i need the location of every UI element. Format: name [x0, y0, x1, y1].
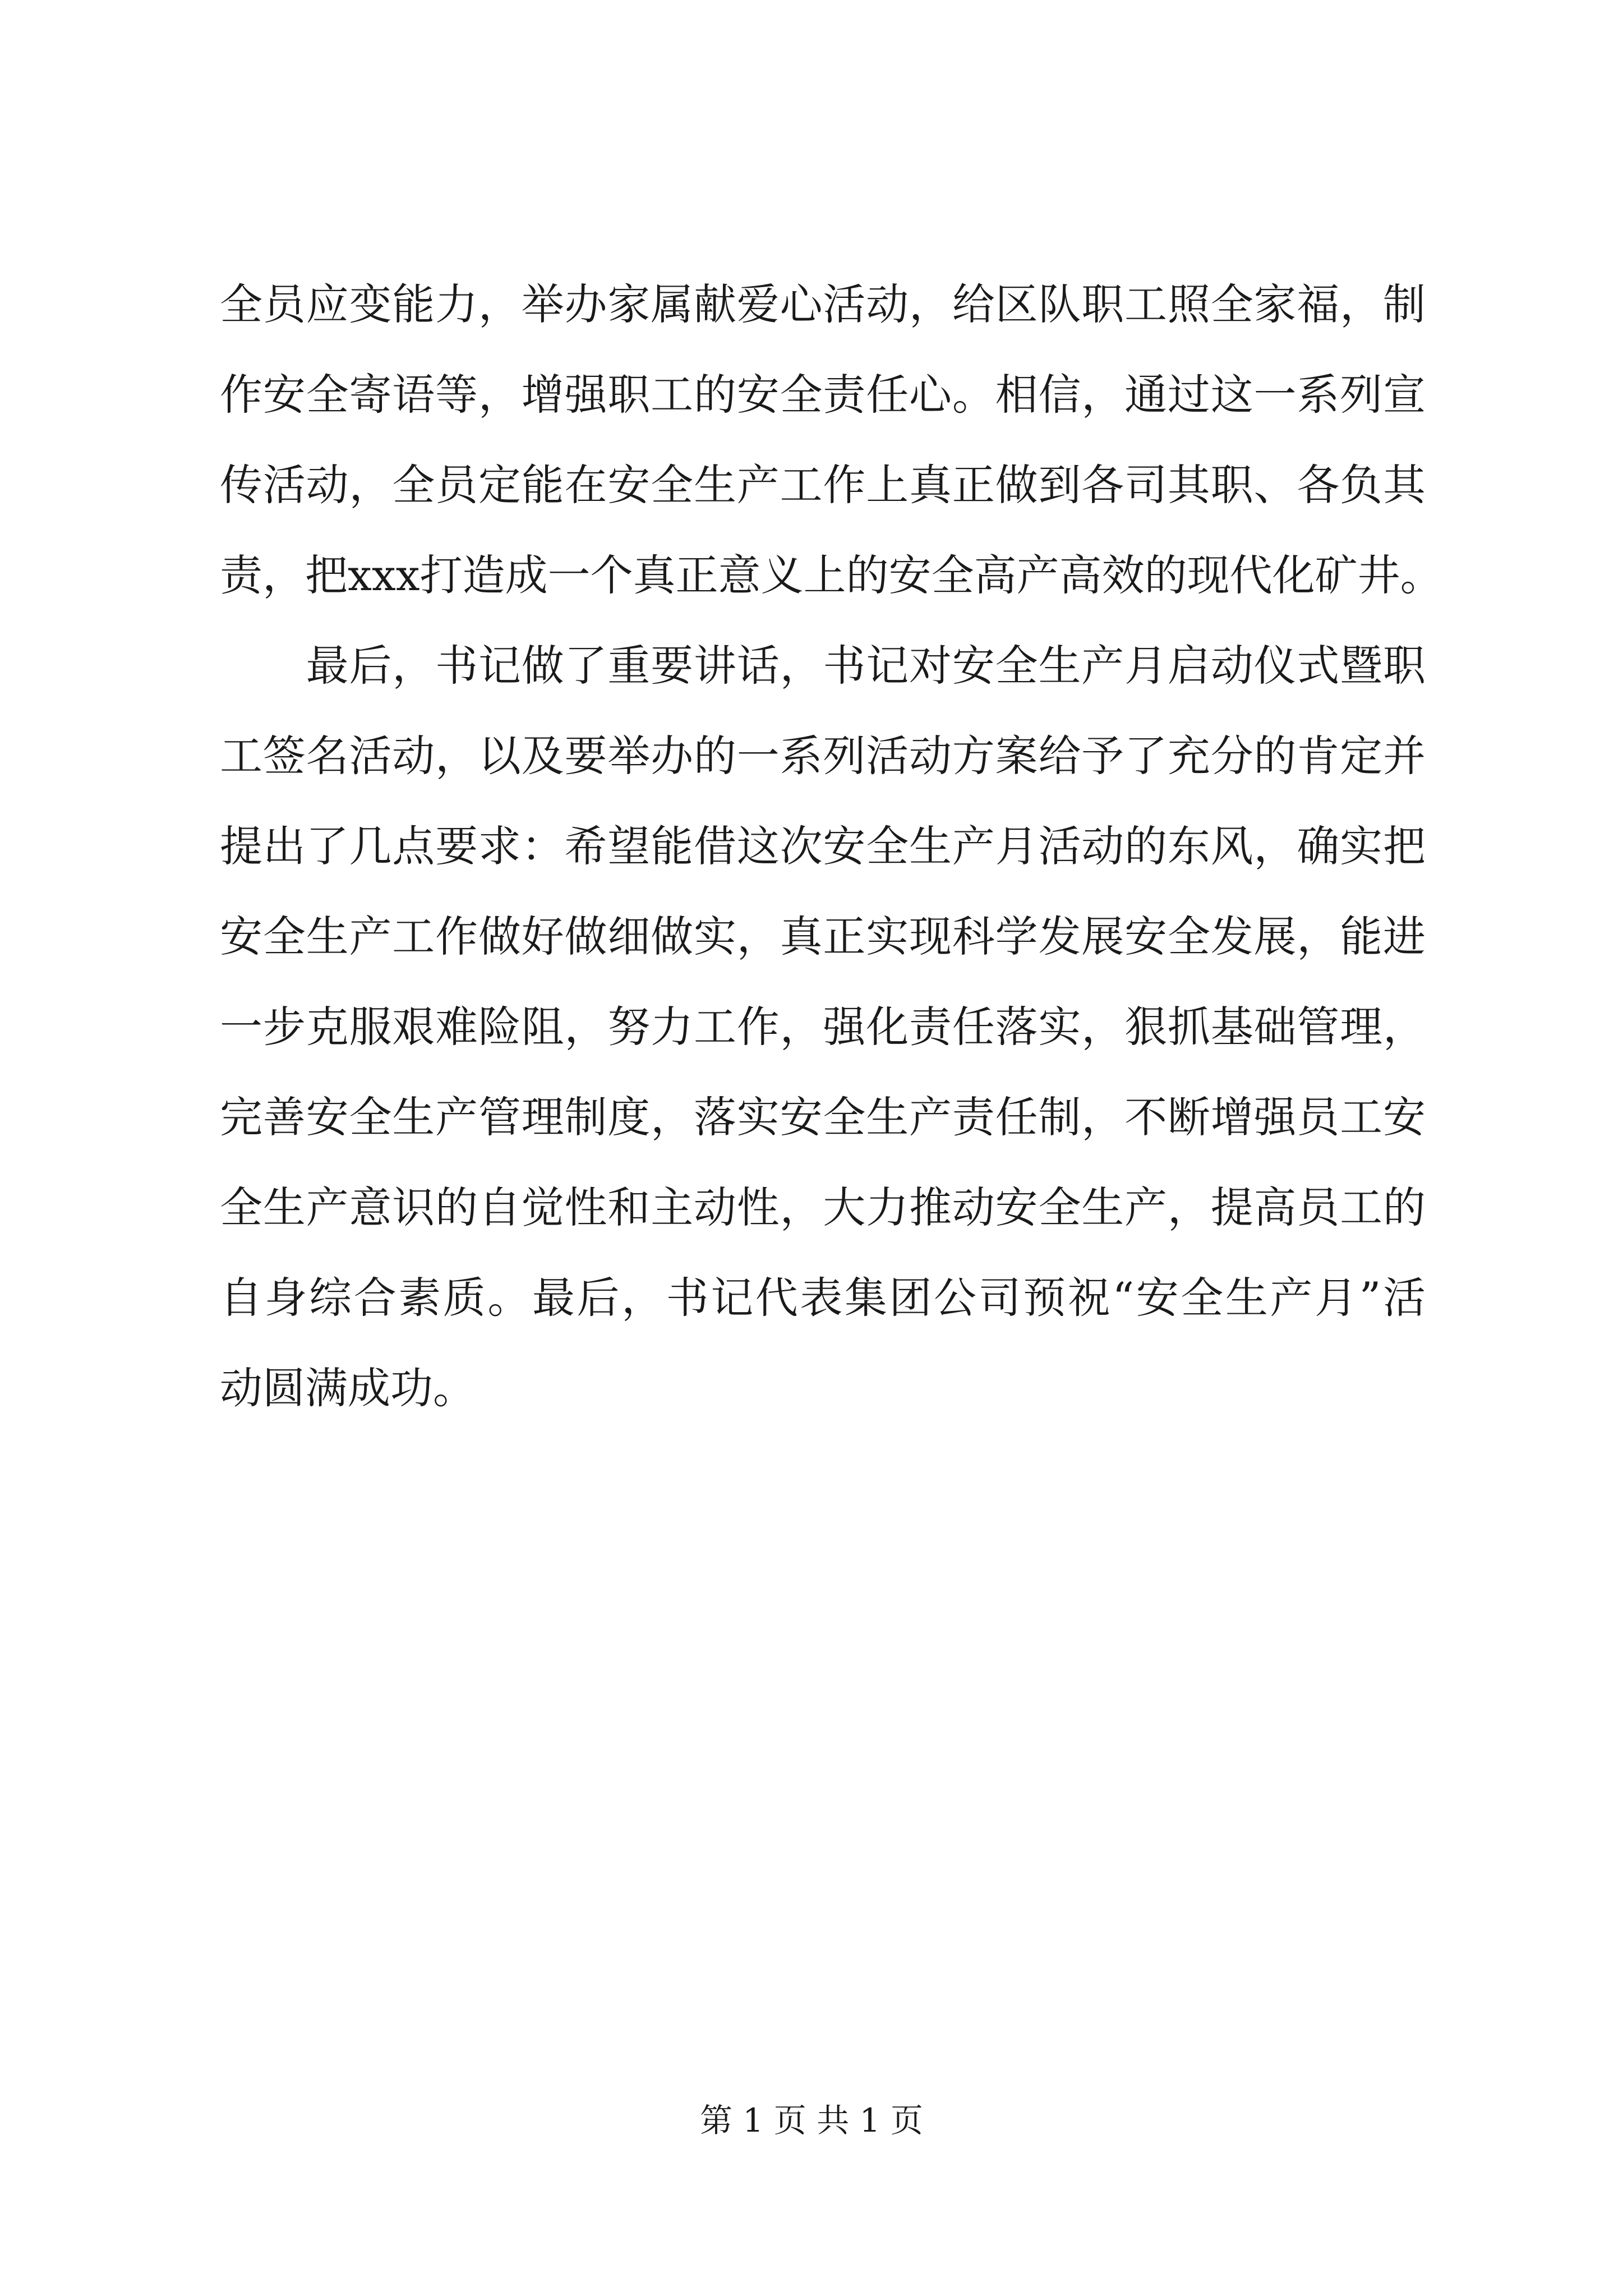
- paragraph-1: [220, 259, 1443, 620]
- paragraph-2: [220, 620, 1426, 1433]
- text-line: 提出了几点要求：希望能借这次安全生产月活动的东风，确实把: [220, 821, 1426, 871]
- text-line: 一步克服艰难险阻，努力工作，强化责任落实，狠抓基础管理，: [220, 1002, 1426, 1052]
- text-line: 作安全寄语等，增强职工的安全责任心。相信，通过这一系列宣: [220, 370, 1426, 420]
- text-line: 传活动，全员定能在安全生产工作上真正做到各司其职、各负其: [220, 460, 1426, 510]
- text-line: 全员应变能力，举办家属献爱心活动，给区队职工照全家福，制: [220, 279, 1426, 329]
- text-line: 完善安全生产管理制度，落实安全生产责任制，不断增强员工安: [220, 1092, 1426, 1142]
- text-line: 工签名活动，以及要举办的一系列活动方案给予了充分的肯定并: [220, 731, 1426, 781]
- text-line: 安全生产工作做好做细做实，真正实现科学发展安全发展，能进: [220, 912, 1426, 961]
- text-line: 动圆满成功。: [220, 1363, 476, 1413]
- text-line: 自身综合素质。最后，书记代表集团公司预祝“安全生产月”活: [220, 1273, 1426, 1323]
- text-line: 最后，书记做了重要讲话，书记对安全生产月启动仪式暨职: [220, 641, 1426, 691]
- document-body: [220, 259, 1443, 1433]
- text-line: 全生产意识的自觉性和主动性，大力推动安全生产，提高员工的: [220, 1182, 1426, 1232]
- text-line: 责，把xxx打造成一个真正意义上的安全高产高效的现代化矿井。: [220, 550, 1443, 600]
- page-number-footer: 第 1 页 共 1 页: [700, 2101, 923, 2139]
